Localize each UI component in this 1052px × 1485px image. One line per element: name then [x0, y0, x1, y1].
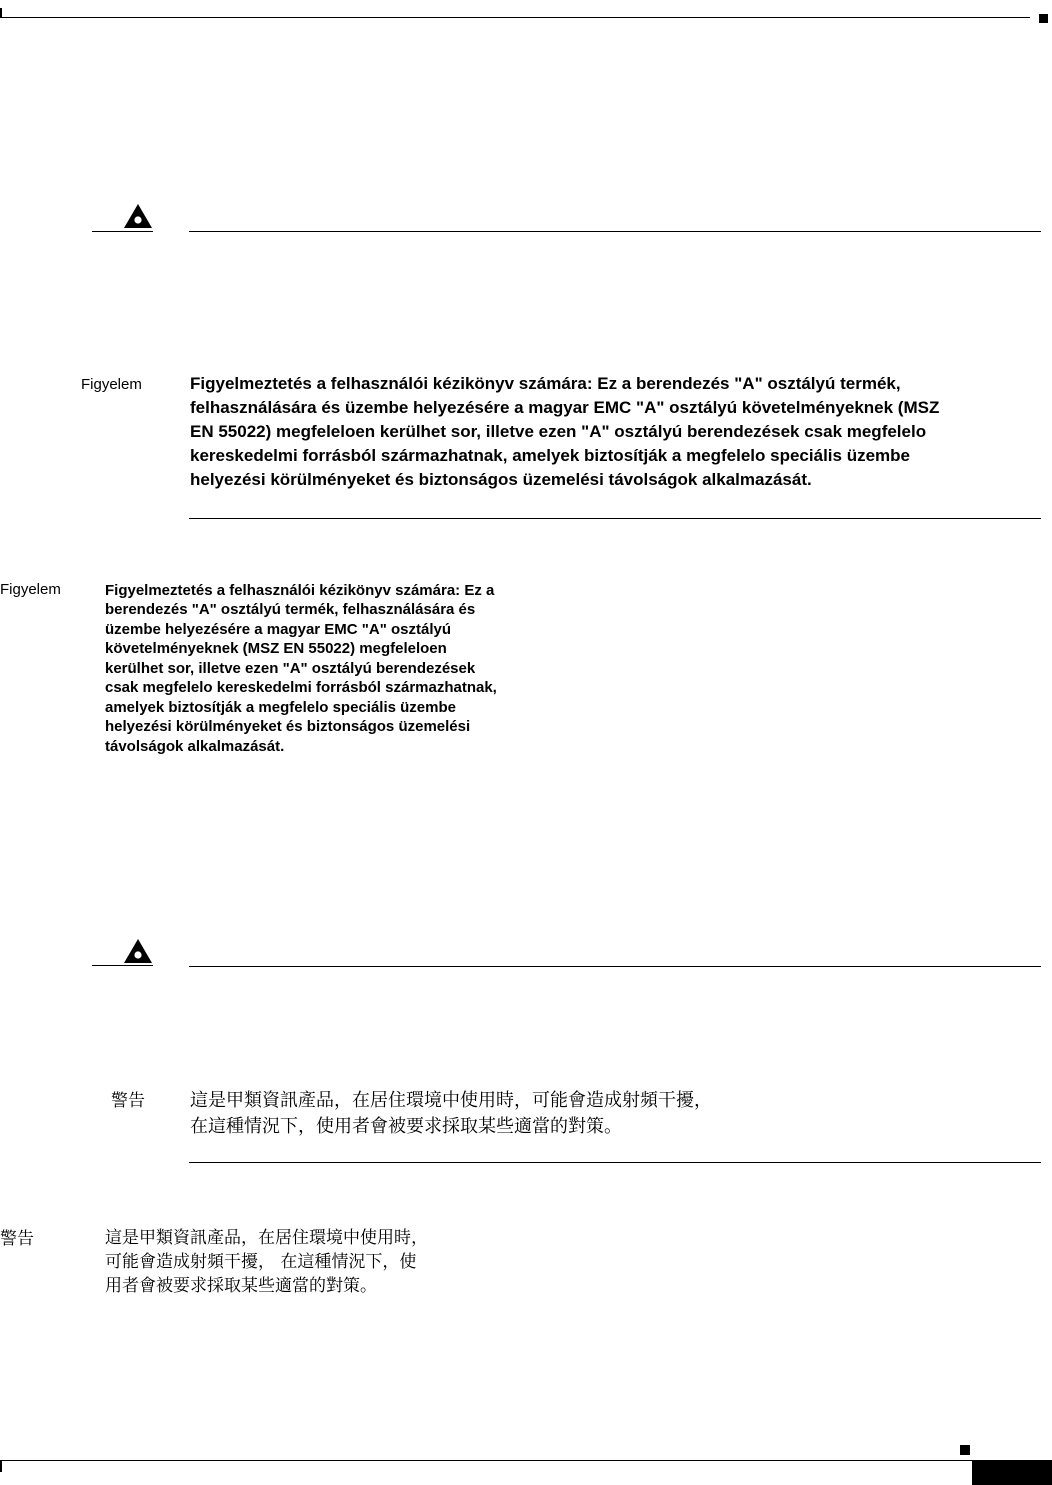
warning-line: Figyelmeztetés a felhasználói kézikönyv számára: Ez a berendezés "A" osztályú termék,	[190, 374, 901, 393]
block-bottom-rule	[189, 518, 1041, 519]
bottom-rule	[0, 1460, 972, 1461]
icon-underline	[92, 965, 153, 966]
top-left-tick	[0, 8, 2, 18]
page-number-tab	[972, 1460, 1052, 1485]
warning-line: kereskedelmi forrásból származhatnak, amelyek biztosítják a megfelelo speciális üzembe	[190, 446, 910, 465]
snippet-line: Figyelmeztetés a felhasználói kézikönyv számára: Ez a	[105, 582, 495, 599]
warning-line: EN 55022) megfeleloen kerülhet sor, illetve ezen "A" osztályú berendezések csak megfelelo	[190, 422, 927, 441]
snippet-line: követelményeknek (MSZ EN 55022) megfeleloen	[105, 640, 447, 657]
snippet-line-zh: 這是甲類資訊產品，在居住環境中使用時，	[105, 1228, 428, 1248]
warning-line-zh: 這是甲類資訊產品，在居住環境中使用時，可能會造成射頻干擾，	[190, 1090, 712, 1111]
top-rule	[0, 17, 1030, 18]
warning-line: felhasználására és üzembe helyezésére a magyar EMC "A" osztályú követelményeknek (MSZ	[190, 398, 940, 417]
snippet-line: kerülhet sor, illetve ezen "A" osztályú berendezések	[105, 660, 476, 677]
block-top-rule	[189, 966, 1041, 967]
bottom-left-tick	[0, 1460, 2, 1472]
block-bottom-rule	[189, 1162, 1041, 1163]
snippet-line-zh: 用者會被要求採取某些適當的對策。	[105, 1276, 377, 1296]
snippet-line: amelyek biztosítják a megfelelo speciális üzembe	[105, 699, 456, 716]
warning-label: Figyelem	[81, 376, 142, 393]
warning-icon	[123, 938, 153, 964]
snippet-line: berendezés "A" osztályú termék, felhasználására és	[105, 601, 476, 618]
snippet-label-zh: 警告	[0, 1229, 34, 1249]
warning-icon	[123, 203, 153, 229]
snippet-line: távolságok alkalmazását.	[105, 738, 285, 755]
snippet-label: Figyelem	[0, 581, 61, 598]
snippet-line: csak megfelelo kereskedelmi forrásból származhatnak,	[105, 679, 497, 696]
snippet-line: üzembe helyezésére a magyar EMC "A" osztályú	[105, 621, 452, 638]
warning-line-zh: 在這種情況下，使用者會被要求採取某些適當的對策。	[190, 1116, 622, 1137]
icon-underline	[92, 231, 153, 232]
snippet-line: helyezési körülményeket és biztonságos üzemelési	[105, 718, 471, 735]
warning-line: helyezési körülményeket és biztonságos üzemelési távolságok alkalmazását.	[190, 470, 812, 489]
top-right-marker	[1039, 14, 1048, 23]
warning-label-zh: 警告	[111, 1091, 145, 1111]
bottom-marker	[960, 1445, 970, 1455]
block-top-rule	[189, 231, 1041, 232]
snippet-line-zh: 可能會造成射頻干擾， 在這種情況下，使	[105, 1252, 417, 1272]
